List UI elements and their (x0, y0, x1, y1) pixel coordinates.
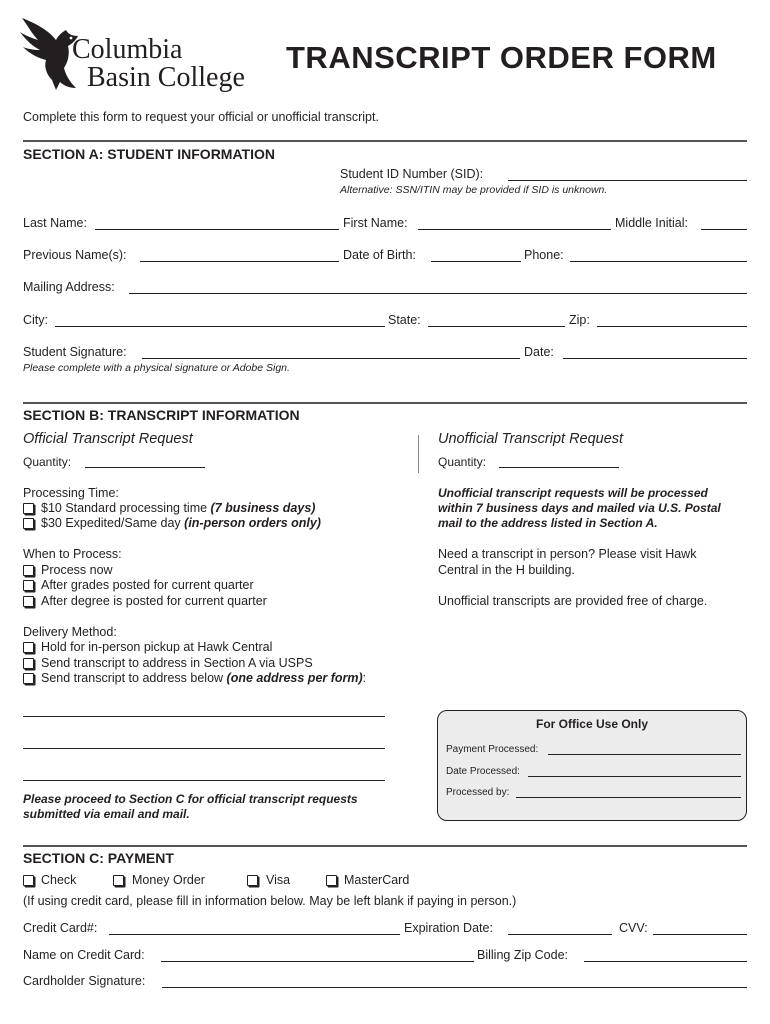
previous-names-field[interactable] (140, 261, 339, 262)
proceed-note-line-1: Please proceed to Section C for official transcript requests (23, 792, 358, 806)
sid-label: Student ID Number (SID): (340, 167, 484, 181)
mailing-address-label: Mailing Address: (23, 280, 115, 294)
after-grades-label: After grades posted for current quarter (41, 578, 254, 592)
payment-note: (If using credit card, please fill in information below. May be left blank if paying in person.) (23, 894, 517, 908)
standard-processing-checkbox[interactable] (23, 503, 34, 514)
hawk-logo-icon (18, 16, 80, 92)
processed-by-label: Processed by: (446, 787, 510, 798)
unofficial-note-line-3: mail to the address listed in Section A. (438, 516, 658, 530)
last-name-label: Last Name: (23, 216, 87, 230)
section-c-title: SECTION C: PAYMENT (23, 850, 174, 866)
phone-field[interactable] (570, 261, 747, 262)
proceed-note-line-2: submitted via email and mail. (23, 807, 190, 821)
mailing-address-field[interactable] (129, 293, 747, 294)
expiration-date-label: Expiration Date: (404, 921, 493, 935)
mastercard-label: MasterCard (344, 873, 410, 887)
delivery-method-label: Delivery Method: (23, 625, 117, 639)
office-use-title: For Office Use Only (535, 717, 649, 731)
money-order-checkbox[interactable] (113, 875, 124, 886)
expedited-processing-checkbox[interactable] (23, 518, 34, 529)
date-processed-label: Date Processed: (446, 766, 520, 777)
middle-initial-field[interactable] (701, 229, 747, 230)
student-signature-label: Student Signature: (23, 345, 127, 359)
city-field[interactable] (55, 326, 385, 327)
in-person-line-2: Central in the H building. (438, 563, 575, 577)
visa-checkbox[interactable] (247, 875, 258, 886)
official-request-title: Official Transcript Request (23, 431, 193, 447)
middle-initial-label: Middle Initial: (615, 216, 688, 230)
after-degree-label: After degree is posted for current quarter (41, 594, 267, 608)
unofficial-request-title: Unofficial Transcript Request (438, 431, 624, 447)
hold-pickup-checkbox[interactable] (23, 642, 34, 653)
cardholder-signature-label: Cardholder Signature: (23, 974, 146, 988)
cvv-field[interactable] (653, 934, 747, 935)
free-of-charge-note: Unofficial transcripts are provided free of charge. (438, 594, 708, 608)
student-signature-field[interactable] (142, 358, 520, 359)
zip-label: Zip: (569, 313, 590, 327)
official-quantity-field[interactable] (85, 467, 205, 468)
process-now-label: Process now (41, 563, 113, 577)
money-order-label: Money Order (132, 873, 205, 887)
city-label: City: (23, 313, 48, 327)
unofficial-note-line-2: within 7 business days and mailed via U.S. Postal (438, 501, 721, 515)
delivery-address-line-2[interactable] (23, 748, 385, 749)
name-on-card-label: Name on Credit Card: (23, 948, 145, 962)
section-a-divider (23, 140, 747, 142)
previous-names-label: Previous Name(s): (23, 248, 127, 262)
payment-processed-label: Payment Processed: (446, 744, 539, 755)
signature-date-label: Date: (524, 345, 554, 359)
dob-field[interactable] (431, 261, 521, 262)
logo-text-basin-college: Basin College (87, 62, 245, 93)
phone-label: Phone: (524, 248, 564, 262)
sid-field[interactable] (508, 180, 747, 181)
first-name-label: First Name: (343, 216, 408, 230)
office-use-box (437, 710, 747, 821)
cardholder-signature-field[interactable] (162, 987, 747, 988)
payment-processed-field[interactable] (548, 754, 741, 755)
signature-date-field[interactable] (563, 358, 747, 359)
expiration-date-field[interactable] (508, 934, 612, 935)
unofficial-note-line-1: Unofficial transcript requests will be processed (438, 486, 708, 500)
billing-zip-field[interactable] (584, 961, 747, 962)
mastercard-checkbox[interactable] (326, 875, 337, 886)
process-now-checkbox[interactable] (23, 565, 34, 576)
send-below-label: Send transcript to address below (one address per form): (41, 671, 367, 685)
sid-note: Alternative: SSN/ITIN may be provided if SID is unknown. (340, 184, 608, 196)
section-c-divider (23, 845, 747, 847)
last-name-field[interactable] (95, 229, 339, 230)
check-payment-label: Check (41, 873, 77, 887)
after-degree-checkbox[interactable] (23, 596, 34, 607)
send-section-a-label: Send transcript to address in Section A via USPS (41, 656, 313, 670)
check-payment-checkbox[interactable] (23, 875, 34, 886)
date-processed-field[interactable] (528, 776, 741, 777)
intro-text: Complete this form to request your official or unofficial transcript. (23, 110, 379, 124)
section-a-title: SECTION A: STUDENT INFORMATION (23, 146, 275, 162)
credit-card-number-field[interactable] (109, 934, 400, 935)
page-title: TRANSCRIPT ORDER FORM (286, 40, 717, 75)
unofficial-quantity-field[interactable] (499, 467, 619, 468)
state-field[interactable] (428, 326, 565, 327)
name-on-card-field[interactable] (161, 961, 474, 962)
expedited-processing-label: $30 Expedited/Same day (in-person orders only) (41, 516, 321, 530)
in-person-line-1: Need a transcript in person? Please visit Hawk (438, 547, 697, 561)
send-section-a-checkbox[interactable] (23, 658, 34, 669)
processing-time-label: Processing Time: (23, 486, 119, 500)
billing-zip-label: Billing Zip Code: (477, 948, 569, 962)
credit-card-number-label: Credit Card#: (23, 921, 98, 935)
official-quantity-label: Quantity: (23, 455, 72, 469)
unofficial-quantity-label: Quantity: (438, 455, 487, 469)
delivery-address-line-3[interactable] (23, 780, 385, 781)
column-divider (418, 435, 419, 473)
signature-note: Please complete with a physical signature or Adobe Sign. (23, 362, 290, 374)
when-to-process-label: When to Process: (23, 547, 122, 561)
standard-processing-label: $10 Standard processing time (7 business days) (41, 501, 316, 515)
after-grades-checkbox[interactable] (23, 580, 34, 591)
delivery-address-line-1[interactable] (23, 716, 385, 717)
processed-by-field[interactable] (516, 797, 741, 798)
send-below-checkbox[interactable] (23, 673, 34, 684)
first-name-field[interactable] (418, 229, 611, 230)
zip-field[interactable] (597, 326, 747, 327)
dob-label: Date of Birth: (343, 248, 416, 262)
section-b-divider (23, 402, 747, 404)
hold-pickup-label: Hold for in-person pickup at Hawk Central (41, 640, 273, 654)
visa-label: Visa (266, 873, 291, 887)
state-label: State: (388, 313, 421, 327)
cvv-label: CVV: (619, 921, 648, 935)
logo-text-columbia: Columbia (72, 34, 183, 65)
section-b-title: SECTION B: TRANSCRIPT INFORMATION (23, 407, 300, 423)
